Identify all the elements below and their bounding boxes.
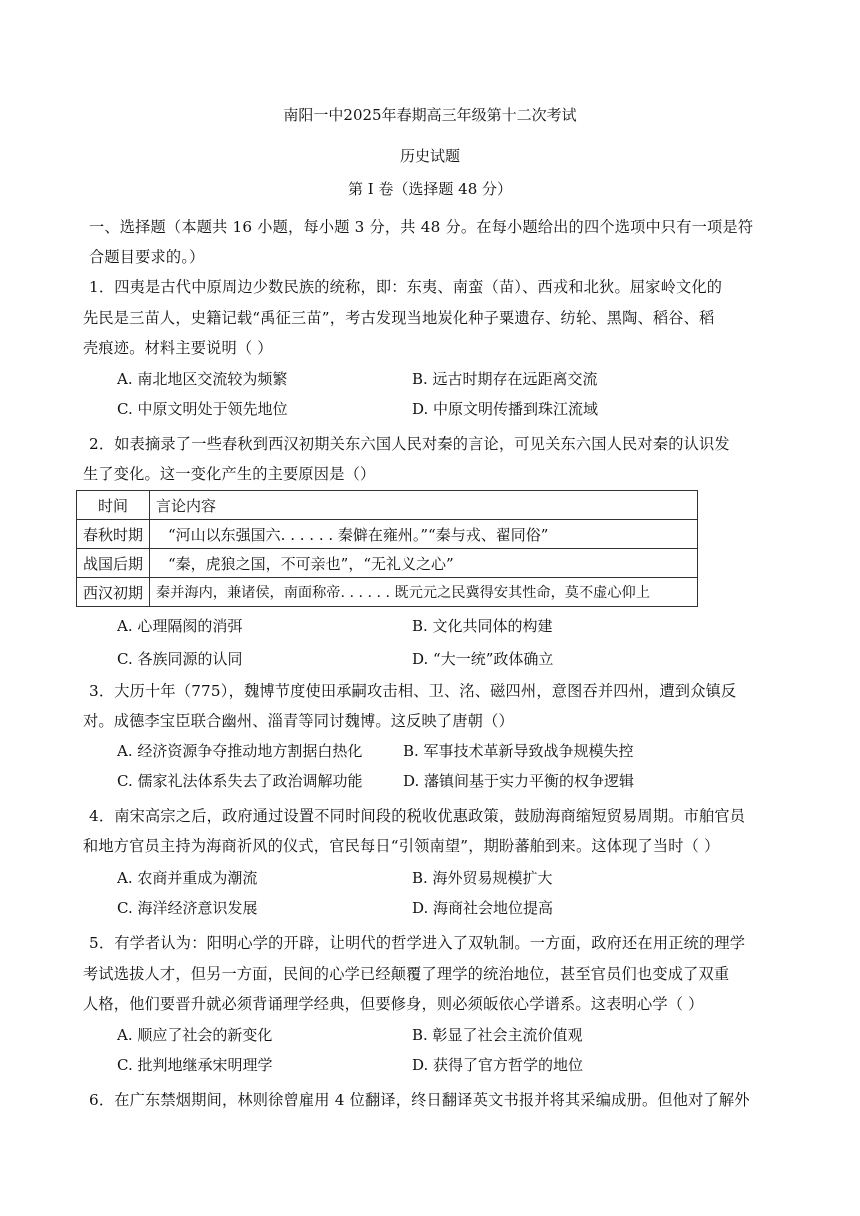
table-header-content: 言论内容 bbox=[150, 491, 698, 520]
q4-option-c: C. 海洋经济意识发展 bbox=[117, 899, 258, 917]
table-row bbox=[77, 578, 698, 607]
table-cell-quote: 秦并海内，兼诸侯，南面称帝. . . . . . 既元元之民冀得安其性命，莫不虚心仰上 bbox=[150, 578, 698, 607]
table-cell-period: 战国后期 bbox=[77, 549, 150, 578]
table-cell-period: 春秋时期 bbox=[77, 520, 150, 549]
q1-option-c: C. 中原文明处于领先地位 bbox=[117, 400, 288, 418]
q4-line-2: 和地方官员主持为海商祈风的仪式，官民每日“引领南望”，期盼蕃舶到来。这体现了当时（ ） bbox=[83, 837, 720, 855]
section-title: 第 I 卷（选择题 48 分） bbox=[347, 180, 513, 198]
q3-option-d: D. 藩镇间基于实力平衡的权争逻辑 bbox=[403, 772, 635, 790]
q1-line-2: 先民是三苗人，史籍记载“禹征三苗”，考古发现当地炭化种子粟遗存、纺轮、黑陶、稻谷、稻 bbox=[83, 309, 715, 327]
table-cell-period: 西汉初期 bbox=[77, 578, 150, 607]
q3-option-b: B. 军事技术革新导致战争规模失控 bbox=[403, 742, 634, 760]
q3-option-a: A. 经济资源争夺推动地方割据白热化 bbox=[117, 742, 363, 760]
subject-title: 历史试题 bbox=[399, 147, 460, 165]
q5-line-3: 人格，他们要晋升就必须背诵理学经典，但要修身，则必须皈依心学谱系。这表明心学（ ） bbox=[83, 995, 704, 1013]
q1-line-1: 1．四夷是古代中原周边少数民族的统称，即：东夷、南蛮（苗）、西戎和北狄。屈家岭文化的 bbox=[89, 278, 723, 296]
table-row bbox=[77, 549, 698, 578]
q2-option-b: B. 文化共同体的构建 bbox=[412, 617, 553, 635]
q5-option-a: A. 顺应了社会的新变化 bbox=[117, 1026, 273, 1044]
q5-option-c: C. 批判地继承宋明理学 bbox=[117, 1056, 273, 1074]
q5-option-d: D. 获得了官方哲学的地位 bbox=[412, 1056, 584, 1074]
q2-option-d: D. “大一统”政体确立 bbox=[412, 650, 554, 668]
q2-line-2: 生了变化。这一变化产生的主要原因是（） bbox=[83, 465, 376, 483]
q1-option-a: A. 南北地区交流较为频繁 bbox=[117, 370, 288, 388]
q4-line-1: 4．南宋高宗之后，政府通过设置不同时间段的税收优惠政策，鼓励海商缩短贸易周期。市舶官员 bbox=[89, 807, 746, 825]
intro-line-1: 一、选择题（本题共 16 小题，每小题 3 分，共 48 分。在每小题给出的四个选项中只有一项是符 bbox=[89, 218, 754, 236]
q4-option-d: D. 海商社会地位提高 bbox=[412, 899, 554, 917]
q3-option-c: C. 儒家礼法体系失去了政治调解功能 bbox=[117, 772, 363, 790]
q5-line-2: 考试选拔人才，但另一方面，民间的心学已经颠覆了理学的统治地位，甚至官员们也变成了双重 bbox=[83, 965, 730, 983]
q2-table bbox=[76, 490, 698, 607]
q1-option-b: B. 远古时期存在远距离交流 bbox=[412, 370, 598, 388]
table-header-time: 时间 bbox=[77, 491, 150, 520]
q2-option-c: C. 各族同源的认同 bbox=[117, 650, 243, 668]
q4-option-b: B. 海外贸易规模扩大 bbox=[412, 869, 553, 887]
exam-title: 南阳一中2025年春期高三年级第十二次考试 bbox=[283, 106, 577, 124]
q5-line-1: 5．有学者认为：阳明心学的开辟，让明代的哲学进入了双轨制。一方面，政府还在用正统的理学 bbox=[89, 934, 746, 952]
table-row bbox=[77, 520, 698, 549]
intro-line-2: 合题目要求的。） bbox=[89, 248, 205, 266]
q1-option-d: D. 中原文明传播到珠江流域 bbox=[412, 400, 599, 418]
q5-option-b: B. 彰显了社会主流价值观 bbox=[412, 1026, 583, 1044]
q2-option-a: A. 心理隔阂的消弭 bbox=[117, 617, 243, 635]
q4-option-a: A. 农商并重成为潮流 bbox=[117, 869, 258, 887]
q6-line-1: 6．在广东禁烟期间，林则徐曾雇用 4 位翻译，终日翻译英文书报并将其采编成册。但他对了解外 bbox=[89, 1091, 750, 1109]
q3-line-1: 3．大历十年（775），魏博节度使田承嗣攻击相、卫、洺、磁四州，意图吞并四州，遭到众镇反 bbox=[89, 682, 737, 700]
q3-line-2: 对。成德李宝臣联合幽州、淄青等同讨魏博。这反映了唐朝（） bbox=[83, 712, 514, 730]
table-cell-quote: “秦，虎狼之国，不可亲也”，“无礼义之心” bbox=[150, 549, 698, 578]
q2-line-1: 2．如表摘录了一些春秋到西汉初期关东六国人民对秦的言论，可见关东六国人民对秦的认识发 bbox=[89, 435, 730, 453]
q1-line-3: 壳痕迹。材料主要说明（ ） bbox=[83, 339, 273, 357]
table-cell-quote: “河山以东强国六. . . . . . 秦僻在雍州。”“秦与戎、翟同俗” bbox=[150, 520, 698, 549]
table-header-row bbox=[77, 491, 698, 520]
